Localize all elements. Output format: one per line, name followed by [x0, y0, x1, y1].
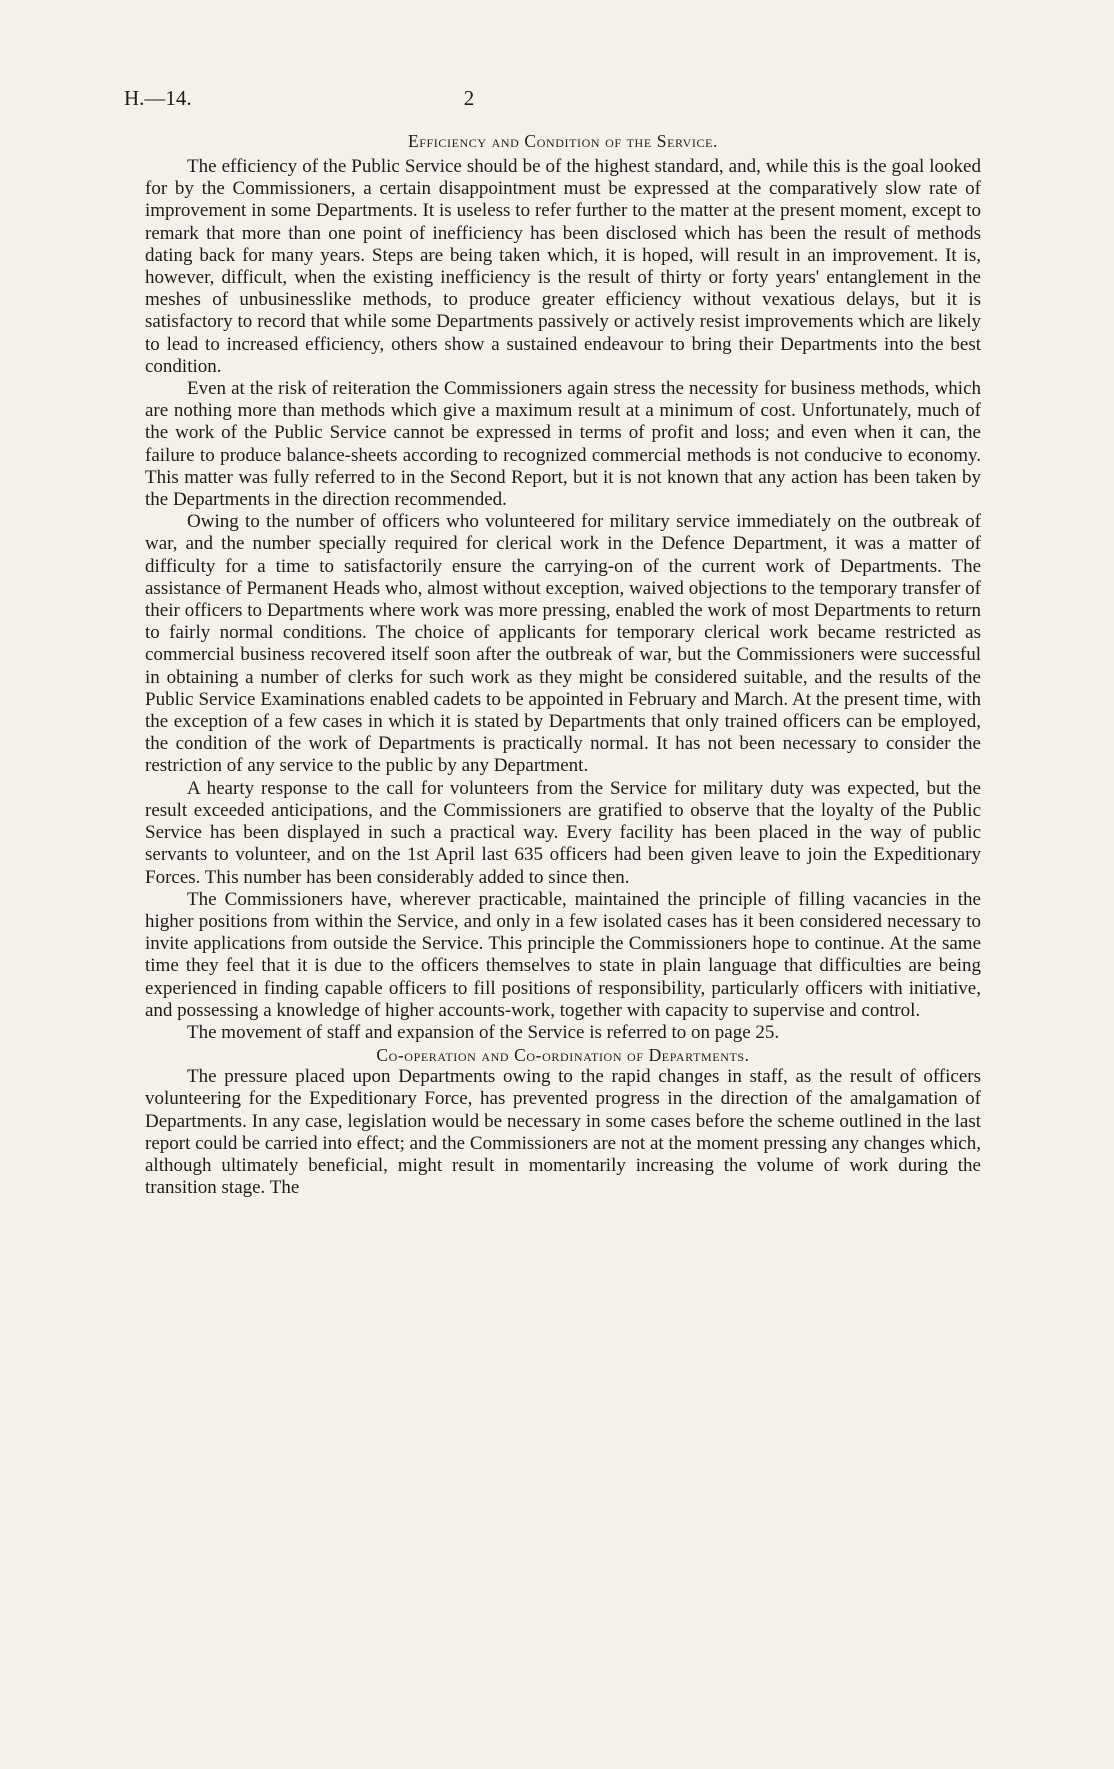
paragraph: The movement of staff and expansion of the Service is referred to on page 25.	[187, 1021, 780, 1043]
document-reference: H.—14.	[124, 86, 192, 110]
document-body	[145, 130, 981, 1199]
running-header	[124, 86, 994, 112]
paragraph: The pressure placed upon Departments owing to the rapid changes in staff, as the result of officers volunteering for the Expeditionary Force, has prevented progress in the direction of the amalgamation of Departments. In any case, legislation would be necessary in some cases before the scheme outlined in the last report could be carried into effect; and the Commissioners are not at the moment pressing any changes which, although ultimately beneficial, might result in momentarily increasing the volume of work during the transition stage. The	[145, 1066, 981, 1199]
paragraph: The Commissioners have, wherever practicable, maintained the principle of filling vacancies in the higher positions from within the Service, and only in a few isolated cases has it been considered necessary to invite applications from outside the Service. This principle the Commissioners hope to continue. At the same time they feel that it is due to the officers themselves to state in plain language that difficulties are being experienced in finding capable officers to fill positions of responsibility, particularly officers with initiative, and possessing a knowledge of higher accounts-work, together with capacity to supervise and control.	[145, 888, 981, 1021]
section-heading: Co-operation and Co-ordination of Departments.	[376, 1045, 750, 1066]
paragraph: Owing to the number of officers who volunteered for military service immediately on the outbreak of war, and the number specially required for clerical work in the Defence Department, it was a matter of difficulty for a time to satisfactorily ensure the carrying-on of the current work of Departments. The assistance of Permanent Heads who, almost without exception, waived objections to the temporary transfer of their officers to Departments where work was more pressing, enabled the work of most Departments to return to fairly normal conditions. The choice of applicants for temporary clerical work became restricted as commercial business recovered itself soon after the outbreak of war, but the Commissioners were successful in obtaining a number of clerks for such work as they might be considered suitable, and the results of the Public Service Examinations enabled cadets to be appointed in February and March. At the present time, with the exception of a few cases in which it is stated by Departments that only trained officers can be employed, the condition of the work of Departments is practically normal. It has not been necessary to consider the restriction of any service to the public by any Department.	[145, 511, 981, 777]
page-number: 2	[463, 86, 475, 110]
paragraph: The efficiency of the Public Service should be of the highest standard, and, while this is the goal looked for by the Commissioners, a certain disappointment must be expressed at the comparatively slow rate of improvement in some Departments. It is useless to refer further to the matter at the present moment, except to remark that more than one point of inefficiency has been disclosed which has been the result of methods dating back for many years. Steps are being taken which, it is hoped, will result in an improvement. It is, however, difficult, when the existing inefficiency is the result of thirty or forty years' entanglement in the meshes of unbusinesslike methods, to produce greater efficiency without vexatious delays, but it is satisfactory to record that while some Departments passively or actively resist improvements which are likely to lead to increased efficiency, others show a sustained endeavour to bring their Departments into the best condition.	[145, 156, 981, 377]
paragraph: Even at the risk of reiteration the Commissioners again stress the necessity for business methods, which are nothing more than methods which give a maximum result at a minimum of cost. Unfortunately, much of the work of the Public Service cannot be expressed in terms of profit and loss; and even when it can, the failure to produce balance-sheets according to recognized commercial methods is not conducive to economy. This matter was fully referred to in the Second Report, but it is not known that any action has been taken by the Departments in the direction recommended.	[145, 378, 981, 511]
section-heading: Efficiency and Condition of the Service.	[407, 131, 719, 151]
paragraph: A hearty response to the call for volunteers from the Service for military duty was expected, but the result exceeded anticipations, and the Commissioners are gratified to observe that the loyalty of the Public Service has been displayed in such a practical way. Every facility has been placed in the way of public servants to volunteer, and on the 1st April last 635 officers had been given leave to join the Expeditionary Forces. This number has been considerably added to since then.	[145, 777, 981, 888]
